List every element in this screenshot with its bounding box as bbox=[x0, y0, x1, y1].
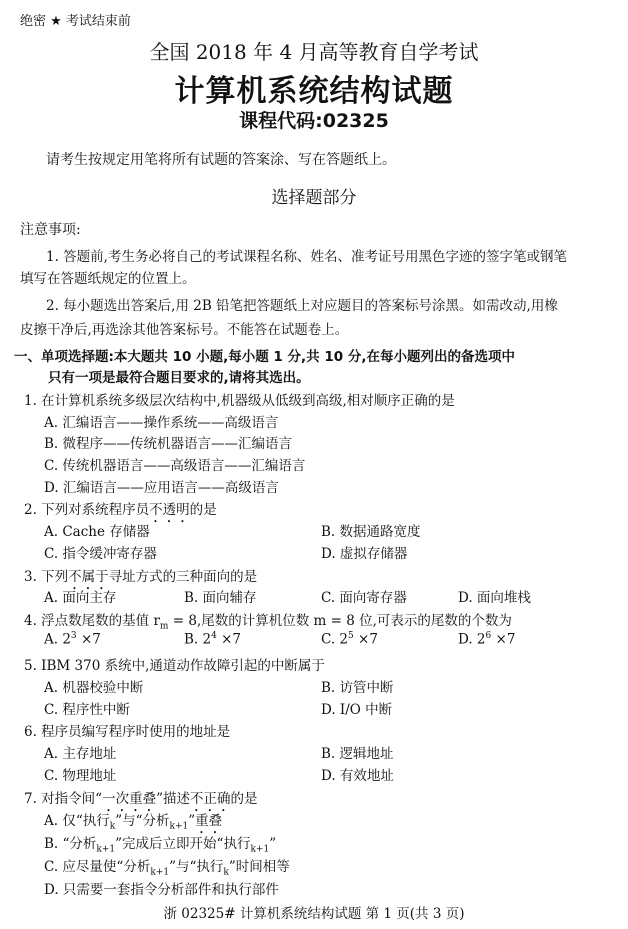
question-1-option-d: D. 汇编语言——应用语言——高级语言 bbox=[44, 480, 279, 496]
question-2-stem-start: 2. 下列对系统程序员 bbox=[24, 502, 150, 518]
option-subscript: k+1 bbox=[250, 844, 270, 855]
question-3-stem-start: 3. 下列 bbox=[24, 569, 69, 585]
question-2-stem-end: 的是 bbox=[189, 502, 217, 518]
option-exponent: 5 bbox=[348, 631, 354, 641]
question-3-option-d: D. 面向堆栈 bbox=[458, 590, 531, 606]
option-subscript: k+1 bbox=[150, 867, 170, 878]
question-7-option-b bbox=[44, 832, 276, 855]
notice-heading: 注意事项: bbox=[20, 222, 81, 238]
question-1-option-b: B. 微程序——传统机器语言——汇编语言 bbox=[44, 436, 293, 452]
option-base: D. 2 bbox=[458, 631, 486, 648]
question-5-option-d: D. I/O 中断 bbox=[321, 702, 393, 718]
option-subscript: k bbox=[109, 821, 116, 832]
question-4-option-b bbox=[184, 631, 241, 648]
part1-heading-line-2: 只有一项是最符合题目要求的,请将其选出。 bbox=[48, 370, 310, 386]
option-text: ”与“分析 bbox=[115, 813, 170, 829]
option-exponent: 6 bbox=[485, 631, 492, 641]
option-subscript: k+1 bbox=[96, 844, 116, 855]
question-7-stem-end: 的是 bbox=[230, 791, 258, 807]
option-base: C. 2 bbox=[321, 631, 349, 648]
question-5-option-c: C. 程序性中断 bbox=[44, 702, 130, 718]
question-1-option-c: C. 传统机器语言——高级语言——汇编语言 bbox=[44, 458, 306, 474]
option-text: ” bbox=[188, 813, 196, 829]
confidential-label: 绝密 ★ 考试结束前 bbox=[20, 14, 131, 29]
intro-instruction: 请考生按规定用笔将所有试题的答案涂、写在答题纸上。 bbox=[46, 152, 396, 168]
option-factor: ×7 bbox=[216, 631, 242, 648]
question-2-option-a: A. Cache 存储器 bbox=[44, 524, 150, 540]
question-4-stem bbox=[24, 609, 512, 632]
question-2-option-b: B. 数据通路宽度 bbox=[321, 524, 421, 540]
question-1-stem: 1. 在计算机系统多级层次结构中,机器级从低级到高级,相对顺序正确的是 bbox=[24, 393, 455, 409]
option-text: A. 仅“执行 bbox=[44, 813, 110, 829]
question-3-stem-end: 寻址方式的三种面向的是 bbox=[108, 569, 258, 585]
question-6-option-b: B. 逻辑地址 bbox=[321, 746, 394, 762]
question-7-stem-start: 7. 对指令间“ bbox=[24, 791, 103, 807]
question-1-option-a: A. 汇编语言——操作系统——高级语言 bbox=[44, 415, 279, 431]
question-4-stem-start: 4. 浮点数尾数的基值 r bbox=[24, 613, 160, 629]
option-text: ”时间相等 bbox=[228, 859, 290, 875]
option-subscript: k+1 bbox=[169, 821, 189, 832]
notice-item-2-line-2: 皮擦干净后,再选涂其他答案标号。不能答在试题卷上。 bbox=[20, 322, 349, 338]
question-7-emphasis-1: 一次重叠 bbox=[102, 791, 157, 807]
question-7-option-d: D. 只需要一套指令分析部件和执行部件 bbox=[44, 882, 279, 898]
option-emphasis: 重叠 bbox=[195, 813, 223, 829]
question-4-option-c bbox=[321, 631, 378, 648]
question-3-option-c: C. 面向寄存器 bbox=[321, 590, 407, 606]
option-factor: ×7 bbox=[76, 631, 101, 648]
question-3-option-a: A. 面向主存 bbox=[44, 590, 117, 606]
question-7-option-c bbox=[44, 855, 290, 878]
question-7-stem-middle: ”描述 bbox=[156, 791, 190, 807]
question-5-option-b: B. 访管中断 bbox=[321, 680, 394, 696]
option-base: B. 2 bbox=[184, 631, 212, 648]
section-title: 选择题部分 bbox=[271, 188, 357, 208]
option-subscript: k bbox=[223, 867, 229, 878]
question-2-option-d: D. 虚拟存储器 bbox=[321, 546, 408, 562]
question-7-emphasis-2: 不正确 bbox=[189, 791, 231, 807]
option-text: ”完成后立即开始“执行 bbox=[115, 836, 251, 852]
option-text: ”与“执行 bbox=[169, 859, 224, 875]
question-2-option-c: C. 指令缓冲寄存器 bbox=[44, 546, 157, 562]
question-6-option-d: D. 有效地址 bbox=[321, 768, 394, 784]
question-2-emphasis: 不透明 bbox=[149, 502, 190, 518]
part1-heading-line-1: 一、单项选择题:本大题共 10 小题,每小题 1 分,共 10 分,在每小题列出的备选项中 bbox=[14, 349, 515, 365]
option-factor: ×7 bbox=[491, 631, 516, 648]
notice-item-2-line-1: 2. 每小题选出答案后,用 2B 铅笔把答题纸上对应题目的答案标号涂黑。如需改动,用橡 bbox=[46, 298, 558, 314]
question-4-stem-end: = 8,尾数的计算机位数 m = 8 位,可表示的尾数的个数为 bbox=[168, 613, 512, 629]
page-footer: 浙 02325# 计算机系统结构试题 第 1 页(共 3 页) bbox=[163, 906, 465, 922]
question-3-option-b: B. 面向辅存 bbox=[184, 590, 257, 606]
exam-title: 全国 2018 年 4 月高等教育自学考试 bbox=[149, 40, 479, 64]
option-factor: ×7 bbox=[353, 631, 378, 648]
option-text: C. 应尽量使“分析 bbox=[44, 859, 151, 875]
course-code: 课程代码:02325 bbox=[239, 110, 389, 132]
question-6-option-c: C. 物理地址 bbox=[44, 768, 117, 784]
question-4-option-d bbox=[458, 631, 515, 648]
question-6-option-a: A. 主存地址 bbox=[44, 746, 117, 762]
option-exponent: 3 bbox=[70, 631, 77, 641]
option-text: B. “分析 bbox=[44, 836, 97, 852]
option-text: ” bbox=[269, 836, 277, 852]
question-5-option-a: A. 机器校验中断 bbox=[44, 680, 144, 696]
question-6-stem: 6. 程序员编写程序时使用的地址是 bbox=[24, 724, 231, 740]
question-5-stem: 5. IBM 370 系统中,通道动作故障引起的中断属于 bbox=[24, 658, 325, 674]
notice-item-1-line-1: 1. 答题前,考生务必将自己的考试课程名称、姓名、准考证号用黑色字迹的签字笔或钢笔 bbox=[46, 249, 567, 265]
subject-title: 计算机系统结构试题 bbox=[174, 74, 454, 109]
option-base: A. 2 bbox=[44, 631, 71, 648]
option-exponent: 4 bbox=[211, 631, 217, 641]
question-4-option-a bbox=[44, 631, 101, 648]
question-3-emphasis: 不属于 bbox=[68, 569, 109, 585]
question-4-subscript: m bbox=[159, 621, 169, 632]
notice-item-1-line-2: 填写在答题纸规定的位置上。 bbox=[20, 271, 196, 287]
